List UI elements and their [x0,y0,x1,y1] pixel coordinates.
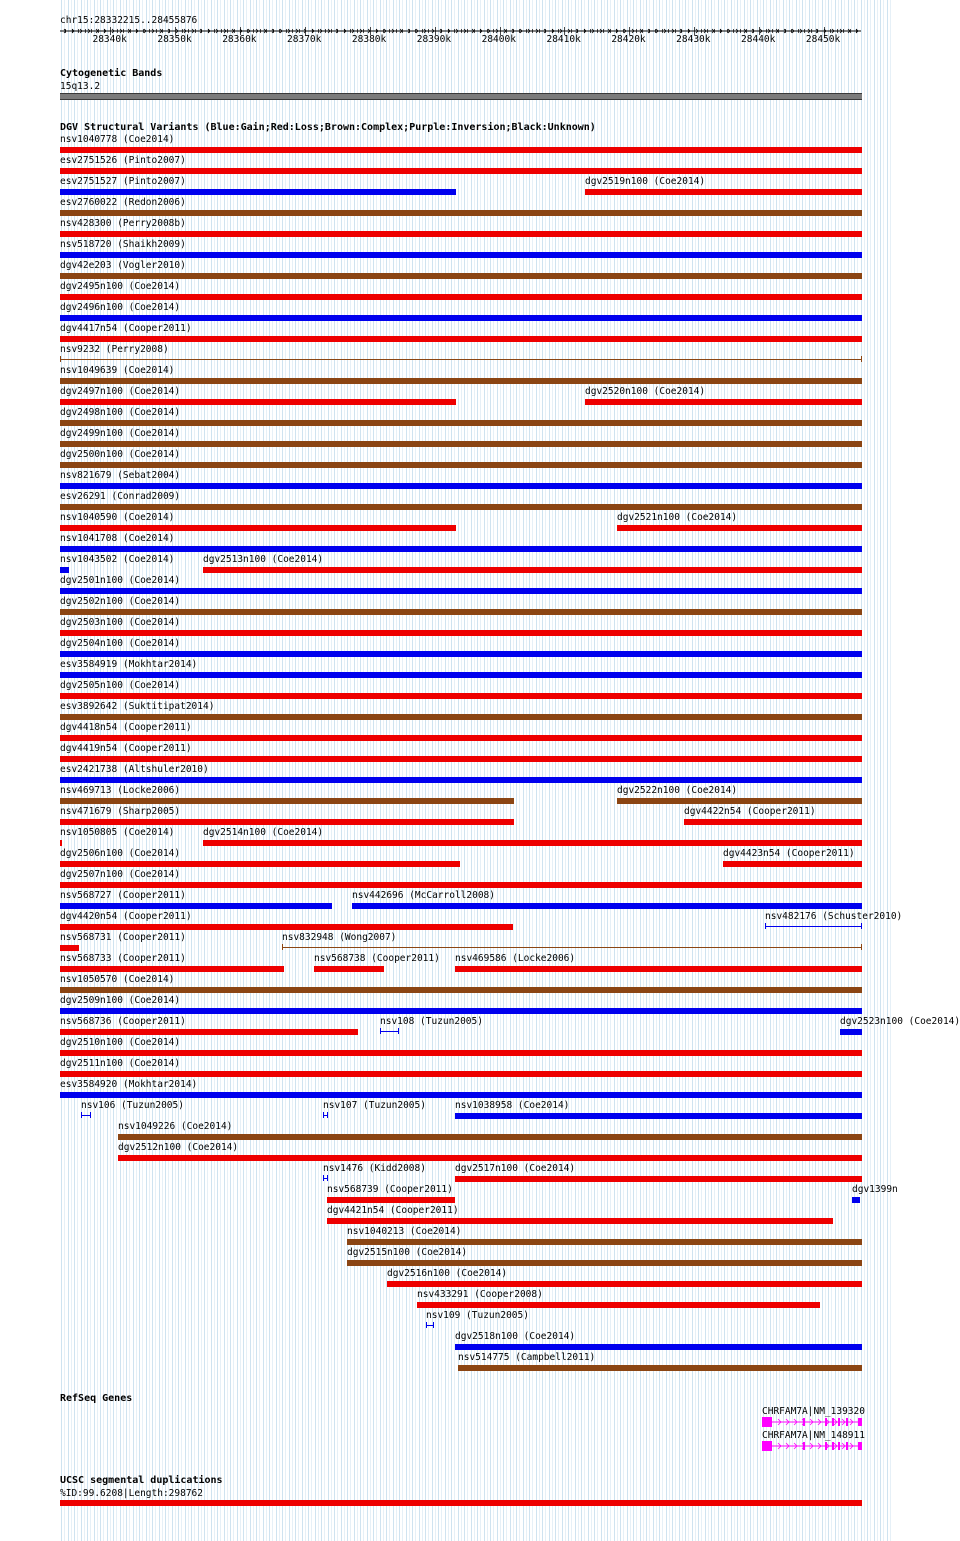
sv-label[interactable]: dgv4422n54 (Cooper2011) [684,806,816,817]
sv-feature-loss[interactable] [60,756,862,762]
sv-feature-loss[interactable] [60,1050,862,1056]
exon [838,1442,840,1450]
grid-line [883,0,884,1541]
sv-feature-complex[interactable] [60,420,862,426]
sv-label[interactable]: nsv1041708 (Coe2014) [60,533,175,544]
sv-feature-complex[interactable] [60,210,862,216]
sv-label[interactable]: nsv107 (Tuzun2005) [323,1100,426,1111]
grid-line [877,0,878,1541]
sv-label[interactable]: esv2760022 (Redon2006) [60,197,186,208]
exon [858,1418,862,1426]
sv-label[interactable]: nsv108 (Tuzun2005) [380,1016,483,1027]
sv-label[interactable]: dgv2513n100 (Coe2014) [203,554,324,565]
grid-line [874,0,875,1541]
ruler-tick-label: 28390k [416,34,452,45]
sv-feature-complex[interactable] [458,1365,862,1371]
sv-label[interactable]: dgv1399n [852,1184,898,1195]
sv-label[interactable]: nsv568731 (Cooper2011) [60,932,186,943]
sv-feature-gain[interactable] [60,189,456,195]
sv-feature-gain[interactable] [60,546,862,552]
sv-label[interactable]: dgv2500n100 (Coe2014) [60,449,181,460]
sv-label[interactable]: dgv4421n54 (Cooper2011) [327,1205,459,1216]
sv-label[interactable]: dgv2516n100 (Coe2014) [387,1268,508,1279]
grid-line [880,0,881,1541]
sv-label[interactable]: dgv2517n100 (Coe2014) [455,1163,576,1174]
sv-label[interactable]: dgv42e203 (Vogler2010) [60,260,186,271]
sv-label[interactable]: nsv832948 (Wong2007) [282,932,397,943]
exon [858,1442,862,1450]
ruler-tick-label: 28340k [92,34,127,45]
sv-label[interactable]: nsv1050805 (Coe2014) [60,827,175,838]
gene-model[interactable] [762,1440,872,1454]
ruler-tick-label: 28350k [157,34,192,45]
sv-label[interactable]: dgv2509n100 (Coe2014) [60,995,181,1006]
exon [838,1418,840,1426]
sv-feature-complex[interactable] [60,273,862,279]
sv-feature-loss[interactable] [60,693,862,699]
sv-label[interactable]: esv2751527 (Pinto2007) [60,176,186,187]
sv-feature-gain[interactable] [60,483,862,489]
sv-feature-gain[interactable] [380,1031,399,1032]
sv-label[interactable]: dgv2495n100 (Coe2014) [60,281,181,292]
sv-label[interactable]: nsv482176 (Schuster2010) [765,911,903,922]
sv-label[interactable]: dgv2498n100 (Coe2014) [60,407,181,418]
sv-feature-complex[interactable] [60,714,862,720]
sv-feature-complex[interactable] [60,504,862,510]
sv-label[interactable]: nsv433291 (Cooper2008) [417,1289,543,1300]
sv-feature-complex[interactable] [118,1134,862,1140]
sv-label[interactable]: nsv442696 (McCarroll2008) [352,890,495,901]
sv-feature-loss[interactable] [327,1197,455,1203]
sv-feature-gain[interactable] [852,1197,860,1203]
sv-label[interactable]: nsv1040590 (Coe2014) [60,512,175,523]
sv-label[interactable]: esv2421738 (Altshuler2010) [60,764,209,775]
sv-label[interactable]: esv2751526 (Pinto2007) [60,155,186,166]
sv-feature-gain[interactable] [60,651,862,657]
sv-label[interactable]: nsv1049639 (Coe2014) [60,365,175,376]
gene-model[interactable] [762,1416,872,1430]
sv-label[interactable]: esv3892642 (Suktitipat2014) [60,701,215,712]
exon [846,1442,848,1450]
sv-feature-gain[interactable] [323,1115,328,1116]
grid-line [890,0,891,1541]
sv-feature-complex[interactable] [617,798,862,804]
sv-feature-gain[interactable] [323,1178,328,1179]
sv-label[interactable]: esv3584919 (Mokhtar2014) [60,659,198,670]
sv-feature-loss[interactable] [60,399,456,405]
sv-feature-loss[interactable] [327,1218,833,1224]
gene-label[interactable]: CHRFAM7A|NM_139320 [762,1406,865,1417]
sv-feature-gain[interactable] [60,252,862,258]
sv-feature-loss[interactable] [60,882,862,888]
sv-feature-complex[interactable] [60,462,862,468]
sv-feature-gain[interactable] [426,1325,434,1326]
sv-feature-loss[interactable] [60,1029,358,1035]
sv-label[interactable]: nsv471679 (Sharp2005) [60,806,181,817]
sv-feature-loss[interactable] [60,945,79,951]
sv-feature-gain[interactable] [60,672,862,678]
sv-feature-loss[interactable] [60,735,862,741]
sv-label[interactable]: nsv1050570 (Coe2014) [60,974,175,985]
sv-feature-loss[interactable] [417,1302,820,1308]
sv-label[interactable]: nsv106 (Tuzun2005) [81,1100,184,1111]
sv-label[interactable]: nsv514775 (Campbell2011) [458,1352,596,1363]
sv-feature-complex[interactable] [60,378,862,384]
sv-feature-loss[interactable] [455,966,862,972]
ruler-tick-label: 28400k [481,34,516,45]
sv-feature-loss[interactable] [60,966,284,972]
sv-label[interactable]: dgv2521n100 (Coe2014) [617,512,738,523]
ruler-tick-label: 28440k [741,34,776,45]
sv-feature-gain[interactable] [765,926,862,927]
sv-feature-loss[interactable] [60,861,460,867]
sv-label[interactable]: nsv821679 (Sebat2004) [60,470,181,481]
sv-feature-loss[interactable] [60,630,862,636]
sv-feature-loss[interactable] [617,525,862,531]
sv-feature-loss[interactable] [60,1071,862,1077]
sv-feature-loss[interactable] [60,525,456,531]
ruler-tick-label: 28420k [611,34,646,45]
sv-label[interactable]: nsv1476 (Kidd2008) [323,1163,426,1174]
grid-line [887,0,888,1541]
ruler-tick-label: 28380k [351,34,387,45]
sv-label[interactable]: dgv2503n100 (Coe2014) [60,617,181,628]
sv-label[interactable]: dgv4420n54 (Cooper2011) [60,911,192,922]
region-label: chr15:28332215..28455876 [60,15,198,26]
exon [825,1418,827,1426]
sv-feature-loss[interactable] [387,1281,862,1287]
sv-label[interactable]: dgv2510n100 (Coe2014) [60,1037,181,1048]
sv-label[interactable]: esv3584920 (Mokhtar2014) [60,1079,198,1090]
sv-label[interactable]: dgv2507n100 (Coe2014) [60,869,181,880]
segdup-track-title: UCSC segmental duplications [60,1475,223,1486]
grid-line [867,0,868,1541]
sv-feature-complex[interactable] [347,1239,862,1245]
sv-label[interactable]: esv26291 (Conrad2009) [60,491,181,502]
segdup-feature[interactable] [60,1500,862,1506]
sv-label[interactable]: dgv2514n100 (Coe2014) [203,827,324,838]
sv-label[interactable]: nsv568739 (Cooper2011) [327,1184,453,1195]
sv-label[interactable]: dgv2520n100 (Coe2014) [585,386,706,397]
sv-label[interactable]: nsv568733 (Cooper2011) [60,953,186,964]
exon [803,1418,805,1426]
sv-feature-gain[interactable] [60,1092,862,1098]
sv-label[interactable]: dgv2505n100 (Coe2014) [60,680,181,691]
sv-label[interactable]: nsv469713 (Locke2006) [60,785,181,796]
sv-feature-complex[interactable] [60,441,862,447]
sv-label[interactable]: dgv4419n54 (Cooper2011) [60,743,192,754]
sv-feature-loss[interactable] [60,840,62,846]
sv-label[interactable]: dgv2515n100 (Coe2014) [347,1247,468,1258]
sv-feature-gain[interactable] [60,903,332,909]
segdup-label: %ID:99.6208|Length:298762 [60,1488,203,1499]
sv-label[interactable]: dgv2496n100 (Coe2014) [60,302,181,313]
sv-label[interactable]: dgv2511n100 (Coe2014) [60,1058,181,1069]
sv-feature-loss[interactable] [60,294,862,300]
gene-label[interactable]: CHRFAM7A|NM_148911 [762,1430,865,1441]
sv-feature-complex[interactable] [60,798,514,804]
refseq-track-title: RefSeq Genes [60,1393,133,1404]
sv-label[interactable]: dgv4423n54 (Cooper2011) [723,848,855,859]
sv-label[interactable]: dgv2506n100 (Coe2014) [60,848,181,859]
sv-label[interactable]: nsv109 (Tuzun2005) [426,1310,529,1321]
dgv-track-title: DGV Structural Variants (Blue:Gain;Red:Loss;Brown:Complex;Purple:Inversion;Black:Unknown) [60,122,596,133]
sv-label[interactable]: dgv4418n54 (Cooper2011) [60,722,192,733]
sv-feature-gain[interactable] [81,1115,91,1116]
sv-label[interactable]: nsv9232 (Perry2008) [60,344,169,355]
ruler-tick-label: 28360k [222,34,257,45]
exon [825,1442,827,1450]
sv-feature-loss[interactable] [203,567,862,573]
sv-label[interactable]: nsv1043502 (Coe2014) [60,554,175,565]
sv-feature-loss[interactable] [723,861,862,867]
cytoband-track-title: Cytogenetic Bands [60,68,163,79]
sv-feature-loss[interactable] [314,966,384,972]
sv-label[interactable]: dgv2499n100 (Coe2014) [60,428,181,439]
cytoband-label: 15q13.2 [60,81,101,92]
ruler-tick-label: 28410k [546,34,581,45]
sv-feature-complex[interactable] [60,609,862,615]
sv-label[interactable]: nsv1040213 (Coe2014) [347,1226,462,1237]
sv-label[interactable]: nsv568736 (Cooper2011) [60,1016,186,1027]
exon [803,1442,805,1450]
sv-label[interactable]: dgv2523n100 (Coe2014) [840,1016,960,1027]
grid-line [870,0,871,1541]
ruler-tick-label: 28450k [805,34,841,45]
sv-feature-loss[interactable] [684,819,862,825]
sv-feature-loss[interactable] [60,168,862,174]
sv-feature-loss[interactable] [585,399,862,405]
cytoband-bar[interactable] [60,93,862,100]
sv-feature-gain[interactable] [455,1344,862,1350]
exon [762,1441,772,1451]
exon [846,1418,848,1426]
sv-label[interactable]: dgv2497n100 (Coe2014) [60,386,181,397]
sv-label[interactable]: dgv2512n100 (Coe2014) [118,1142,239,1153]
sv-feature-gain[interactable] [60,315,862,321]
sv-feature-loss[interactable] [455,1176,862,1182]
ruler-tick-label: 28370k [287,34,322,45]
exon [762,1417,772,1427]
sv-label[interactable]: nsv1038958 (Coe2014) [455,1100,570,1111]
sv-label[interactable]: nsv1049226 (Coe2014) [118,1121,233,1132]
sv-feature-loss[interactable] [60,147,862,153]
exon [832,1442,834,1450]
sv-label[interactable]: dgv2519n100 (Coe2014) [585,176,706,187]
sv-feature-gain[interactable] [60,1008,862,1014]
sv-label[interactable]: dgv2504n100 (Coe2014) [60,638,181,649]
sv-feature-gain[interactable] [60,567,69,573]
ruler-tick-label: 28430k [676,34,711,45]
sv-feature-complex[interactable] [60,987,862,993]
sv-label[interactable]: nsv568727 (Cooper2011) [60,890,186,901]
sv-label[interactable]: dgv4417n54 (Cooper2011) [60,323,192,334]
sv-feature-complex[interactable] [60,359,862,360]
sv-label[interactable]: nsv428300 (Perry2008b) [60,218,186,229]
sv-feature-complex[interactable] [282,947,862,948]
sv-feature-complex[interactable] [347,1260,862,1266]
sv-label[interactable]: nsv518720 (Shaikh2009) [60,239,186,250]
sv-feature-gain[interactable] [840,1029,862,1035]
sv-feature-loss[interactable] [118,1155,862,1161]
sv-feature-loss[interactable] [60,924,513,930]
sv-feature-loss[interactable] [203,840,862,846]
sv-label[interactable]: nsv568738 (Cooper2011) [314,953,440,964]
sv-label[interactable]: dgv2501n100 (Coe2014) [60,575,181,586]
sv-feature-gain[interactable] [60,588,862,594]
sv-feature-loss[interactable] [60,336,862,342]
sv-feature-gain[interactable] [60,777,862,783]
sv-feature-loss[interactable] [60,231,862,237]
sv-label[interactable]: dgv2518n100 (Coe2014) [455,1331,576,1342]
sv-label[interactable]: nsv469586 (Locke2006) [455,953,576,964]
coordinate-ruler [0,0,890,60]
sv-label[interactable]: nsv1040778 (Coe2014) [60,134,175,145]
sv-label[interactable]: dgv2502n100 (Coe2014) [60,596,181,607]
sv-feature-gain[interactable] [455,1113,862,1119]
sv-feature-gain[interactable] [352,903,862,909]
grid-line [864,0,865,1541]
sv-feature-loss[interactable] [585,189,862,195]
sv-label[interactable]: dgv2522n100 (Coe2014) [617,785,738,796]
exon [832,1418,834,1426]
sv-feature-loss[interactable] [60,819,514,825]
